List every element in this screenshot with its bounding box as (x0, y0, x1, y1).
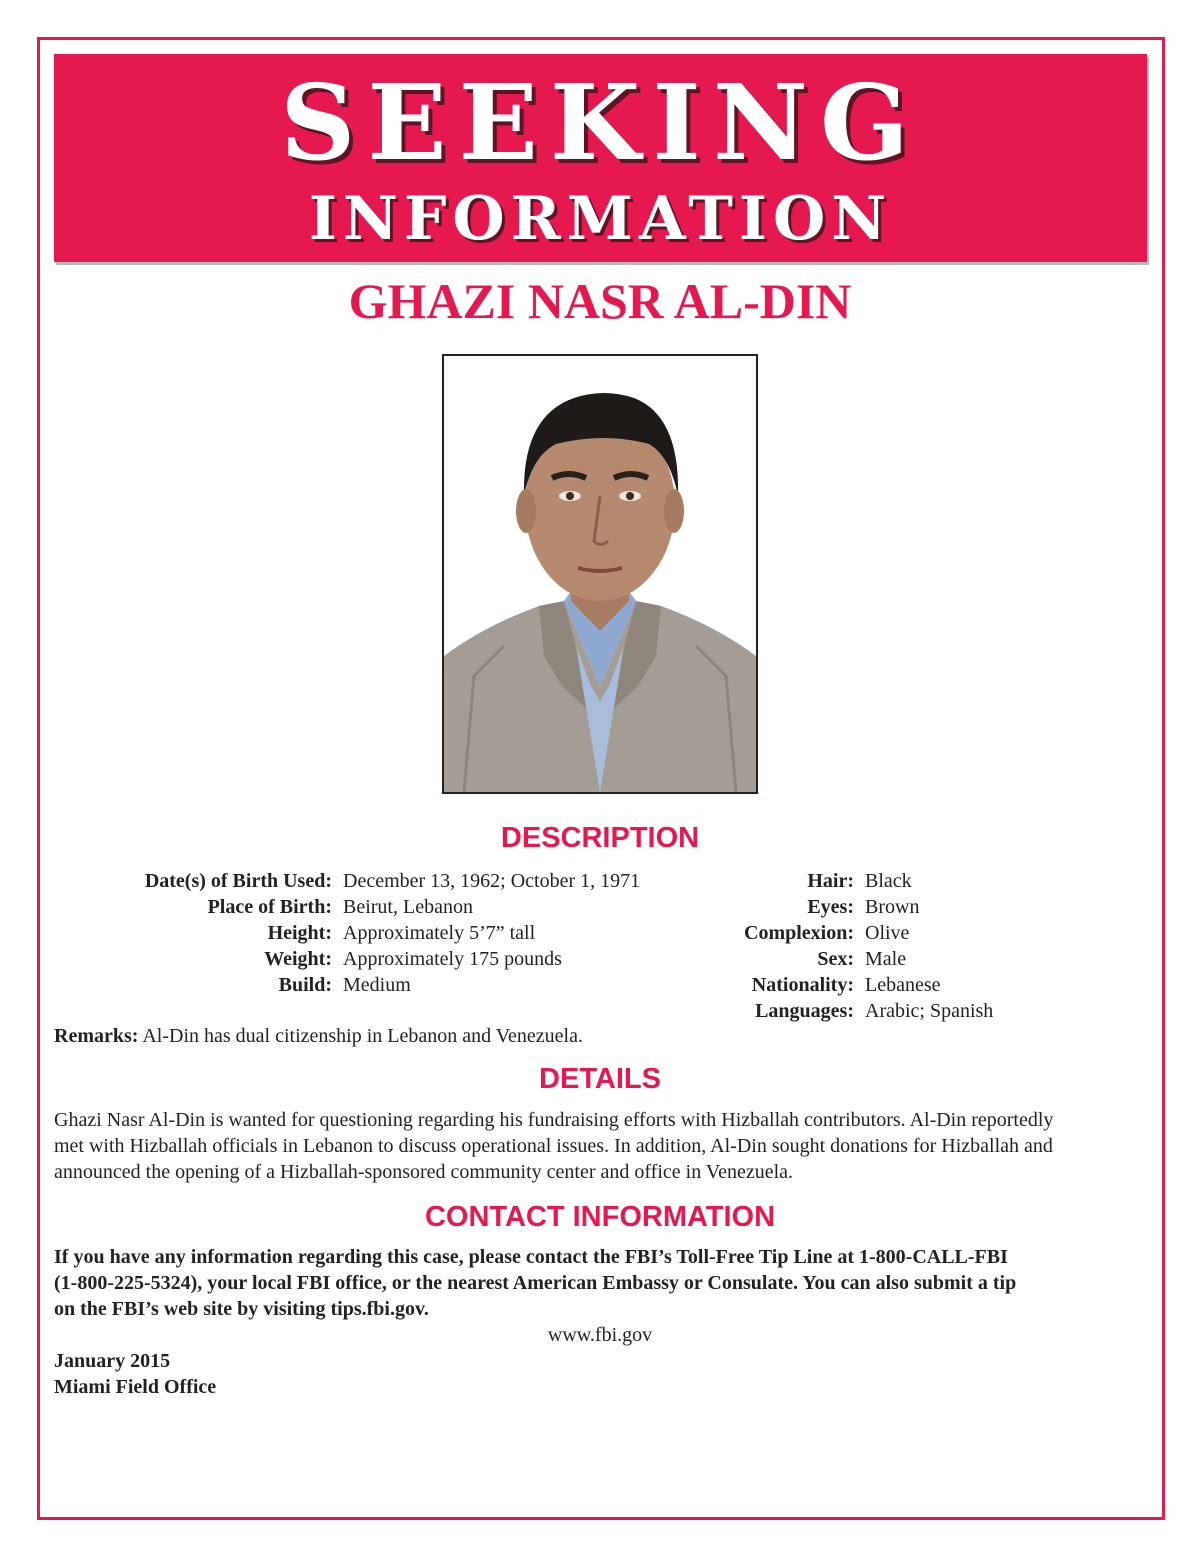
footer-office: Miami Field Office (54, 1376, 217, 1398)
field-value: Male (865, 948, 907, 970)
banner-title-seeking: SEEKING (280, 61, 921, 184)
field-value: Olive (865, 922, 910, 944)
field-label: Weight: (264, 948, 332, 970)
field-label: Height: (267, 922, 332, 944)
field-eyes (0, 894, 1200, 920)
contact-line: on the FBI’s web site by visiting tips.fbi.gov. (54, 1298, 429, 1320)
footer (54, 1348, 1144, 1400)
field-languages (0, 998, 1200, 1024)
field-label: Sex: (817, 948, 854, 970)
field-label: Hair: (807, 870, 854, 892)
details-paragraph (54, 1107, 1144, 1185)
field-value: Arabic; Spanish (865, 1000, 994, 1022)
field-value: Medium (343, 974, 411, 996)
subject-photo (442, 354, 758, 794)
remarks-label: Remarks: (54, 1025, 139, 1047)
field-label: Date(s) of Birth Used: (144, 870, 332, 892)
field-label: Place of Birth: (207, 896, 332, 918)
field-value: Brown (865, 896, 920, 918)
field-complexion (0, 920, 1200, 946)
field-value: Approximately 5’7” tall (343, 922, 536, 944)
subject-name: GHAZI NASR AL-DIN (348, 273, 852, 329)
remarks (54, 1023, 1144, 1049)
field-label: Build: (278, 974, 332, 996)
field-label: Eyes: (807, 896, 854, 918)
field-label: Nationality: (751, 974, 854, 996)
contact-heading: CONTACT INFORMATION (424, 1201, 776, 1233)
details-line: met with Hizballah officials in Lebanon to discuss operational issues. In addition, Al-Din sought donations for Hizballah and (54, 1135, 1053, 1157)
description-heading: DESCRIPTION (500, 822, 700, 854)
remarks-value: Al-Din has dual citizenship in Lebanon and Venezuela. (142, 1025, 583, 1047)
contact-line: (1-800-225-5324), your local FBI office, or the nearest American Embassy or Consulate. You can also submit a tip (54, 1272, 1017, 1294)
field-nationality (0, 972, 1200, 998)
field-value: Beirut, Lebanon (343, 896, 473, 918)
contact-paragraph (54, 1244, 1144, 1322)
website-link[interactable]: www.fbi.gov (547, 1324, 653, 1346)
details-line: Ghazi Nasr Al-Din is wanted for questioning regarding his fundraising efforts with Hizballah contributors. Al-Din reportedly (54, 1109, 1054, 1131)
field-sex (0, 946, 1200, 972)
banner-title-information: INFORMATION (308, 184, 893, 254)
field-value: December 13, 1962; October 1, 1971 (343, 870, 641, 892)
field-value: Lebanese (865, 974, 941, 996)
field-hair (0, 868, 1200, 894)
footer-date: January 2015 (54, 1350, 171, 1372)
details-line: announced the opening of a Hizballah-sponsored community center and office in Venezuela. (54, 1161, 794, 1183)
field-value: Approximately 175 pounds (343, 948, 562, 970)
field-label: Languages: (755, 1000, 854, 1022)
details-heading: DETAILS (539, 1063, 661, 1095)
field-label: Complexion: (744, 922, 854, 944)
contact-line: If you have any information regarding this case, please contact the FBI’s Toll-Free Tip Line at 1-800-CALL-FBI (54, 1246, 1008, 1268)
field-value: Black (865, 870, 912, 892)
seeking-information-banner (54, 54, 1147, 262)
portrait-illustration (444, 356, 756, 792)
